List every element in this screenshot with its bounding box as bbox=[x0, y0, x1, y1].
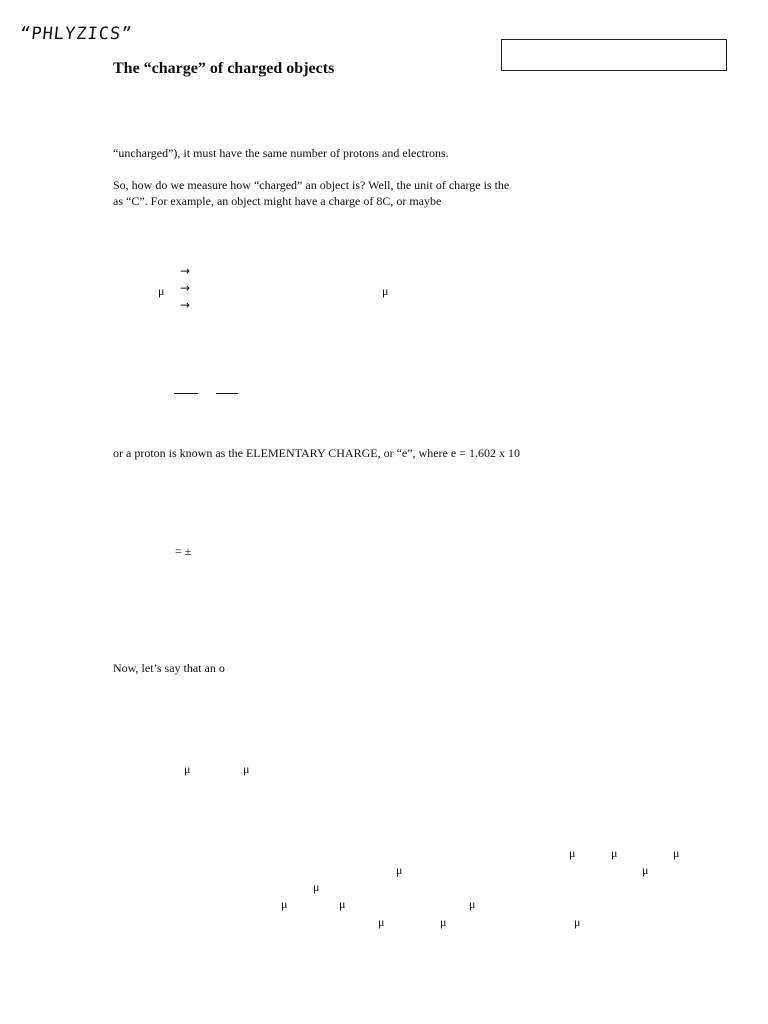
mu-symbol: μ bbox=[339, 897, 346, 911]
mu-symbol: μ bbox=[378, 915, 385, 929]
mu-symbol: μ bbox=[281, 897, 288, 911]
fraction-bar bbox=[174, 393, 198, 394]
name-box bbox=[501, 39, 727, 71]
paragraph-elementary-charge: or a proton is known as the ELEMENTARY CHARGE, or “e”, where e = 1.602 x 10 bbox=[113, 446, 520, 460]
mu-symbol: μ bbox=[673, 846, 680, 860]
page-title: The “charge” of charged objects bbox=[113, 60, 335, 77]
mu-symbol: μ bbox=[313, 880, 320, 894]
mu-symbol: μ bbox=[184, 762, 191, 776]
arrow-icon: → bbox=[180, 264, 191, 278]
mu-symbol: μ bbox=[382, 284, 389, 298]
arrow-icon: → bbox=[180, 298, 191, 312]
mu-symbol: μ bbox=[642, 863, 649, 877]
mu-symbol: μ bbox=[469, 897, 476, 911]
paragraph-uncharged: “uncharged”), it must have the same number of protons and electrons. bbox=[113, 146, 449, 160]
mu-symbol: μ bbox=[396, 863, 403, 877]
brand-logo-text: “PHLYZICS” bbox=[18, 24, 134, 44]
paragraph-now-lets-say: Now, let’s say that an o bbox=[113, 661, 225, 675]
paragraph-unit-of-charge-line2: as “C”. For example, an object might have a charge of 8C, or maybe bbox=[113, 194, 442, 208]
paragraph-unit-of-charge-line1: So, how do we measure how “charged” an object is? Well, the unit of charge is the bbox=[113, 178, 510, 192]
mu-symbol: μ bbox=[611, 846, 618, 860]
mu-symbol: μ bbox=[158, 284, 165, 298]
mu-symbol: μ bbox=[440, 915, 447, 929]
arrow-icon: → bbox=[180, 281, 191, 295]
mu-symbol: μ bbox=[569, 846, 576, 860]
mu-symbol: μ bbox=[574, 915, 581, 929]
fraction-bar bbox=[216, 393, 238, 394]
mu-symbol: μ bbox=[243, 762, 250, 776]
plus-minus-symbol: = ± bbox=[175, 544, 192, 558]
